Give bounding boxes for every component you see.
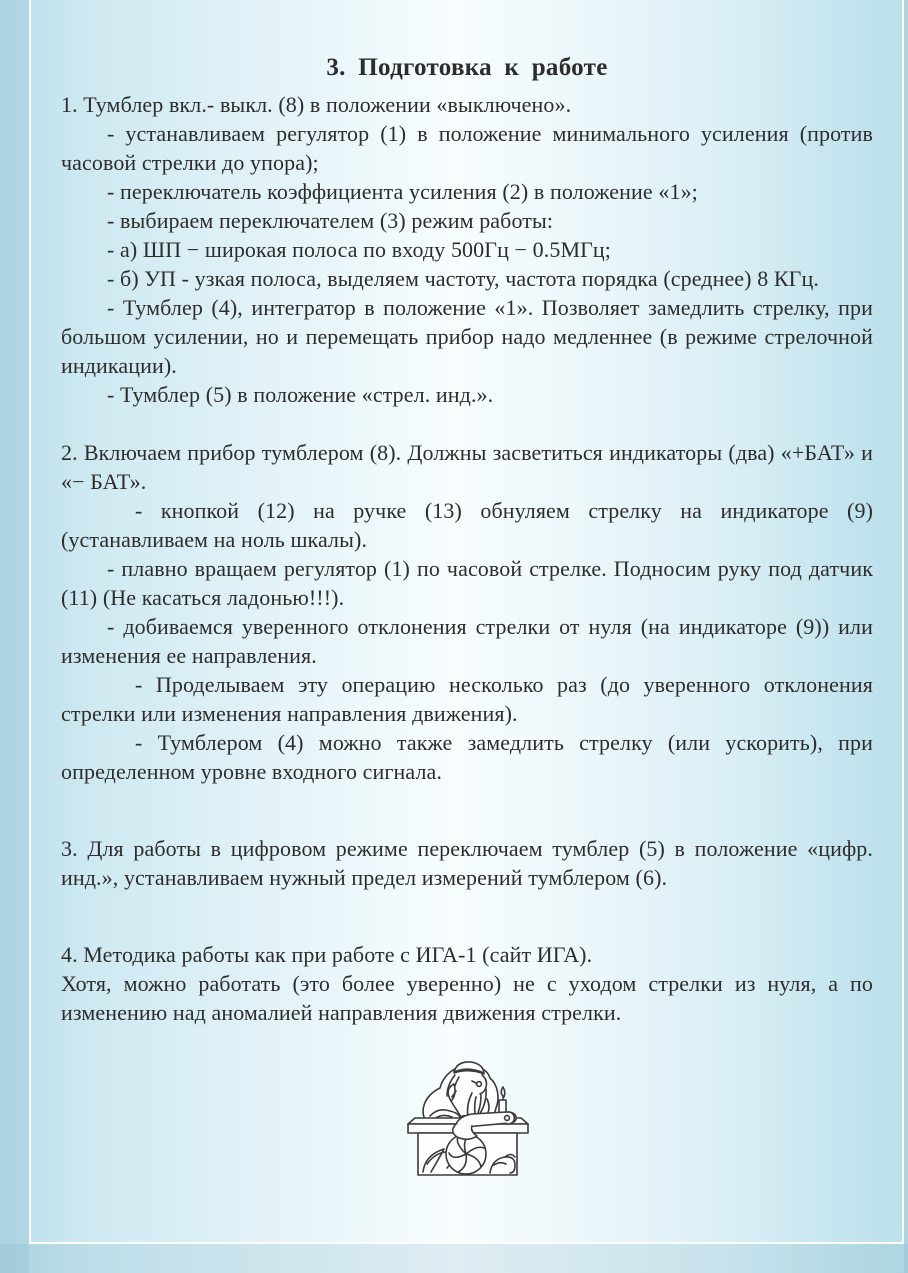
- paragraph: 4. Методика работы как при работе с ИГА-1 (сайт ИГА).: [61, 942, 593, 967]
- paragraph: - выбираем переключателем (3) режим работы:: [107, 208, 554, 233]
- bottom-margin-band: [0, 1244, 908, 1273]
- paragraph: 2. Включаем прибор тумблером (8). Должны засветиться индикаторы (два) «+БАТ» и «− БАТ».: [61, 440, 873, 494]
- scribe-illustration: [402, 1058, 538, 1190]
- paragraph: - плавно вращаем регулятор (1) по часовой стрелке. Подносим руку под датчик (11) (Не касаться ладонью!!!).: [61, 556, 873, 610]
- paragraph: - Проделываем эту операцию несколько раз (до уверенного отклонения стрелки или изменения направления движения).: [61, 672, 873, 726]
- left-margin-band: [0, 0, 29, 1273]
- paragraph: - Тумблером (4) можно также замедлить стрелку (или ускорить), при определенном уровне входного сигнала.: [61, 730, 873, 784]
- paragraph: - Тумблер (5) в положение «стрел. инд.».: [107, 382, 494, 407]
- paragraph: - переключатель коэффициента усиления (2) в положение «1»;: [107, 179, 698, 204]
- paragraph: 3. Для работы в цифровом режиме переключаем тумблер (5) в положение «цифр. инд.», устанавливаем нужный предел измерений тумблером (6).: [61, 836, 873, 890]
- paragraph: 1. Тумблер вкл.- выкл. (8) в положении «выключено».: [61, 92, 572, 117]
- document-content: [61, 54, 873, 1027]
- right-margin-band: [904, 0, 908, 1273]
- document-body: [61, 90, 873, 1027]
- paragraph: - Тумблер (4), интегратор в положение «1». Позволяет замедлить стрелку, при большом усилении, но и перемещать прибор надо медленнее (в режиме стрелочной индикации).: [61, 295, 873, 378]
- paragraph: - б) УП - узкая полоса, выделяем частоту, частота порядка (среднее) 8 КГц.: [107, 266, 819, 291]
- paragraph: - добиваемся уверенного отклонения стрелки от нуля (на индикаторе (9)) или изменения ее направления.: [61, 614, 873, 668]
- paragraph: - устанавливаем регулятор (1) в положение минимального усиления (против часовой стрелки до упора);: [61, 121, 873, 175]
- scribe-writing-icon: [402, 1058, 538, 1190]
- paragraph: Хотя, можно работать (это более уверенно) не с уходом стрелки из нуля, а по изменению над аномалией направления движения стрелки.: [61, 971, 873, 1025]
- paragraph: - кнопкой (12) на ручке (13) обнуляем стрелку на индикаторе (9) (устанавливаем на ноль шкалы).: [61, 498, 873, 552]
- page-title: 3. Подготовка к работе: [326, 54, 608, 81]
- paragraph: - а) ШП − широкая полоса по входу 500Гц − 0.5МГц;: [107, 237, 612, 262]
